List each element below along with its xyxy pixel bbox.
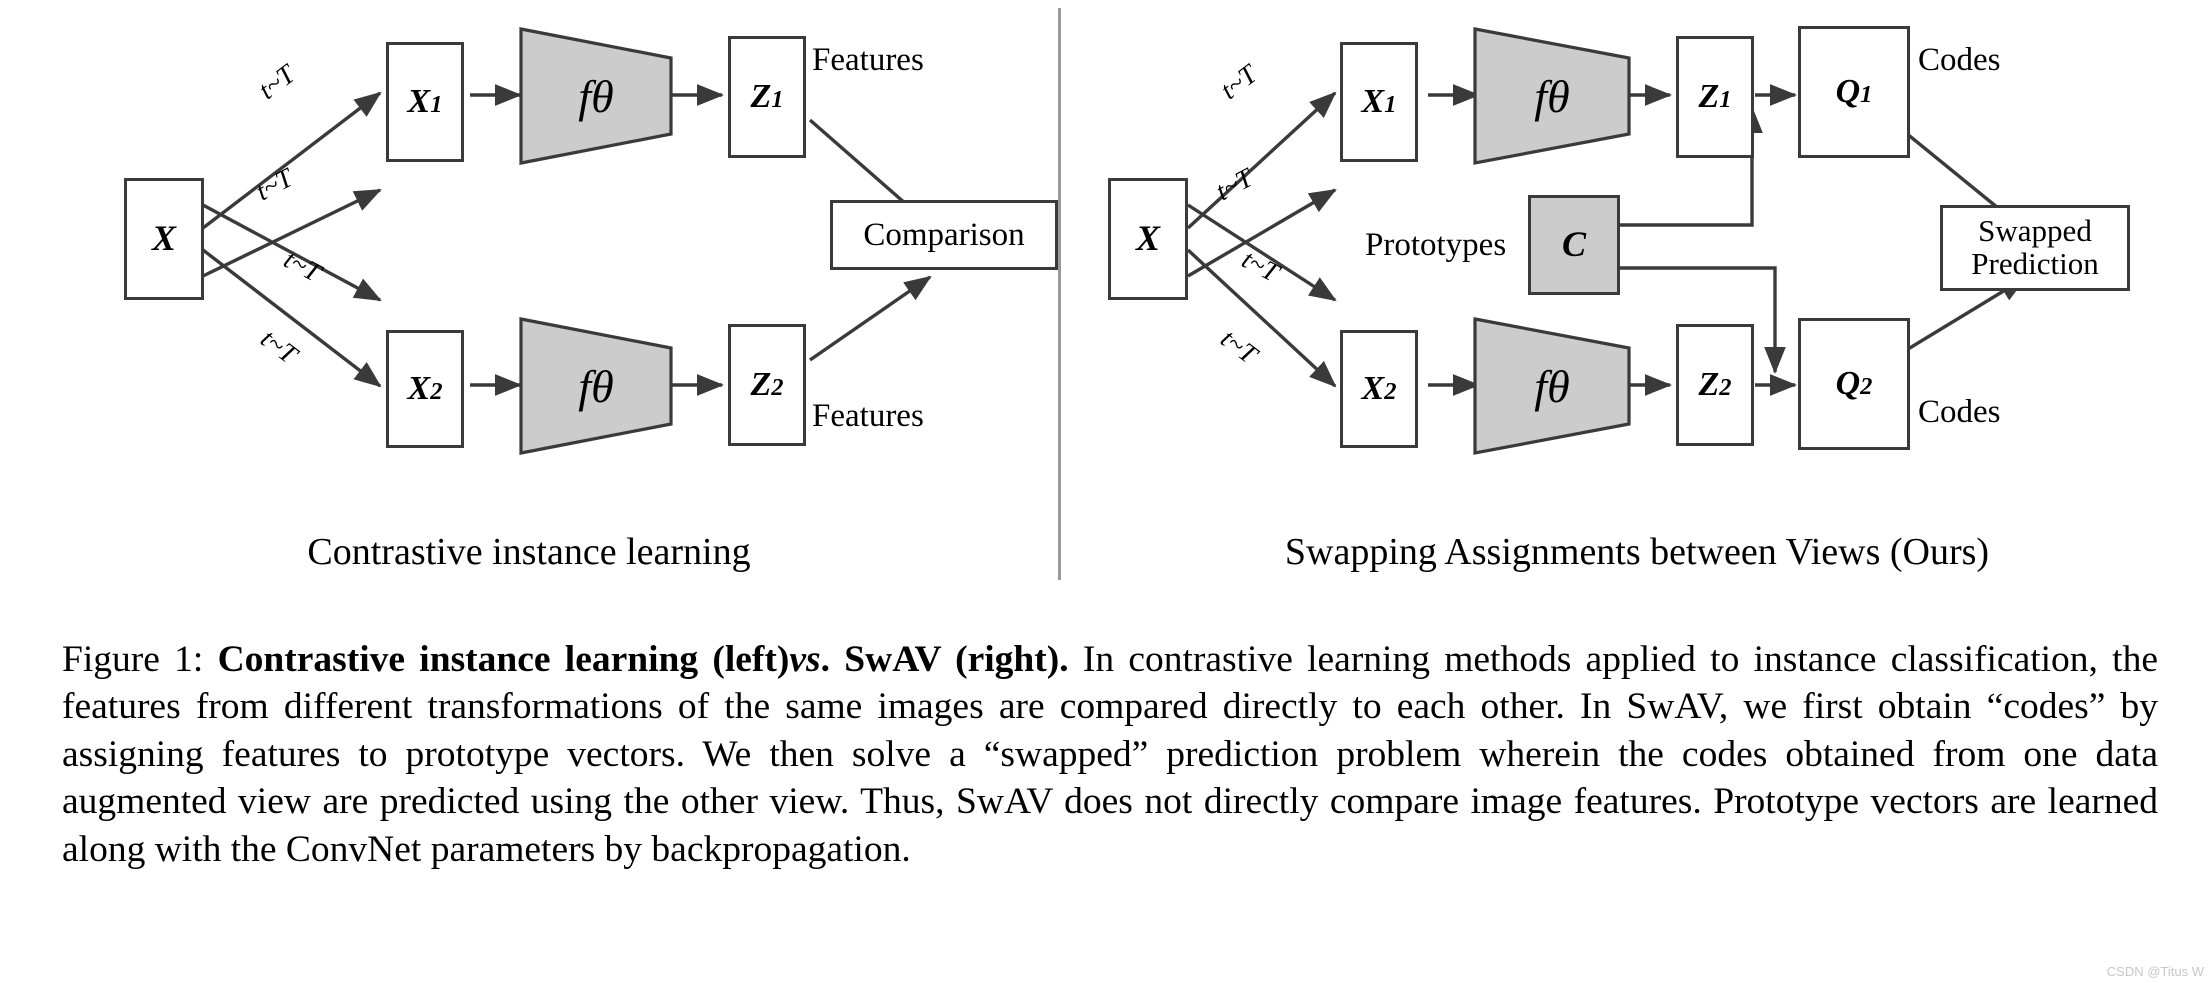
right-encoder-bottom [1472,316,1632,456]
left-node-x1 [386,42,464,162]
left-node-x [124,178,204,300]
right-node-x [1108,178,1188,300]
right-node-z1 [1676,36,1754,158]
panel-divider [1058,8,1061,580]
left-encoder-bottom [518,316,674,456]
left-aug-label-2: t~T [250,162,298,207]
right-node-q2-label: Q2 [1835,365,1873,403]
right-node-q2 [1798,318,1910,450]
right-node-c-label: C [1561,224,1586,265]
left-node-z1 [728,36,806,158]
swapped-prediction-line2: Prediction [1971,246,2099,281]
left-encoder-top-label: fθ [578,70,614,122]
left-features-bottom-label: Features [812,398,924,434]
figure-number: Figure 1: [62,639,204,680]
right-encoder-top [1472,26,1632,166]
swapped-prediction-line1: Swapped [1978,213,2092,249]
left-node-z2-label: Z2 [750,366,784,404]
left-panel-caption: Contrastive instance learning [307,531,751,573]
right-aug-label-2: t~T [1210,162,1258,207]
left-node-x2 [386,330,464,448]
left-node-x1-label: X1 [407,83,443,121]
right-aug-label-1: t~T [1214,58,1263,106]
right-node-x1 [1340,42,1418,162]
right-node-x1-label: X1 [1361,83,1397,121]
right-node-z2-label: Z2 [1698,366,1732,404]
left-features-top-label: Features [812,42,924,78]
left-aug-label-1: t~T [252,58,301,106]
right-panel-caption: Swapping Assignments between Views (Ours) [1284,531,1990,573]
right-encoder-top-label: fθ [1534,70,1570,122]
right-aug-label-3: t~T [1237,243,1285,288]
right-prototypes-label: Prototypes [1365,227,1507,263]
caption-bold-italic: vs [789,639,821,680]
left-aug-label-4: t~T [255,323,303,370]
right-node-q1-label: Q1 [1835,73,1873,111]
left-node-comparison-label: Comparison [863,216,1025,253]
right-encoder-bottom-label: fθ [1534,360,1570,412]
figure-caption [62,636,2158,873]
caption-bold-title: Contrastive instance learning (left) [217,639,790,680]
right-node-swapped-prediction [1940,205,2130,291]
left-encoder-top [518,26,674,166]
right-codes-top-label: Codes [1918,42,2001,78]
left-aug-label-3: t~T [279,243,327,288]
left-encoder-bottom-label: fθ [578,360,614,412]
right-node-z1-label: Z1 [1698,78,1732,116]
left-node-x2-label: X2 [407,370,443,408]
left-node-x-label: X [151,218,176,259]
right-node-x2-label: X2 [1361,370,1397,408]
right-node-prototypes-c [1528,195,1620,295]
right-node-x2 [1340,330,1418,448]
right-node-x-label: X [1135,218,1160,259]
right-aug-label-4: t~T [1215,323,1263,370]
right-codes-bottom-label: Codes [1918,394,2001,430]
left-node-comparison [830,200,1058,270]
watermark: CSDN @Titus W [2106,964,2204,979]
right-node-q1 [1798,26,1910,158]
right-node-z2 [1676,324,1754,446]
left-node-z2 [728,324,806,446]
caption-bold-title-2: . SwAV (right). [820,639,1069,680]
left-node-z1-label: Z1 [750,78,784,116]
caption-body: In contrastive learning methods applied to instance classification, the features from different transformations of the same images are compared directly to each other. In SwAV, we first obtain “codes” by assigning features to prototype vectors. We then solve a “swapped” prediction problem wherein the codes obtained from one data augmented view are predicted using the other view. Thus, SwAV does not directly compare image features. Prototype vectors are learned along with the ConvNet parameters by backpropagation. [62,639,2158,870]
